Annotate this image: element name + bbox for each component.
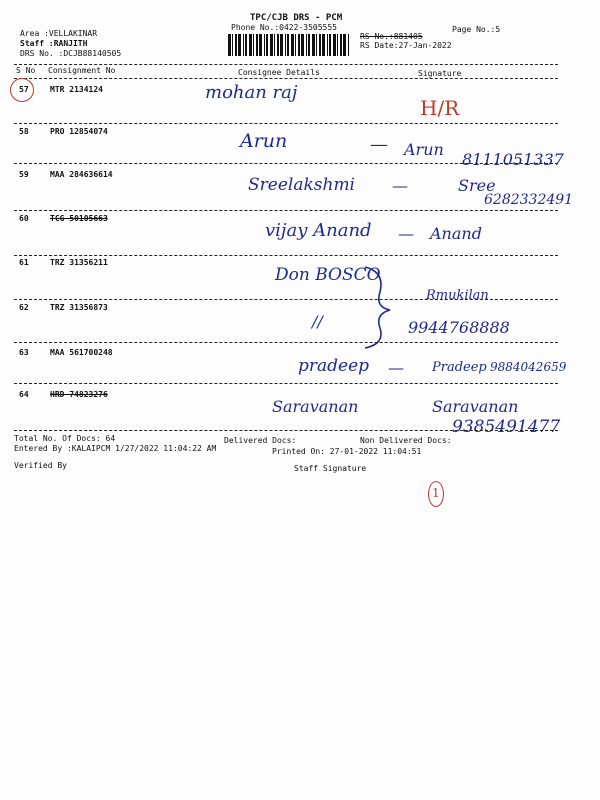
consignee-name: mohan raj: [205, 82, 298, 103]
non-delivered-docs: Non Delivered Docs:: [360, 436, 452, 445]
staff-label: Staff :RANJITH: [20, 39, 88, 48]
delivered-docs: Delivered Docs:: [224, 436, 297, 445]
phone-handwritten: 9385491477: [452, 417, 561, 437]
row-sno: 57: [19, 85, 29, 94]
divider: [14, 430, 558, 431]
row-sno: 58: [19, 127, 29, 136]
row-sno: 60: [19, 214, 29, 223]
phone-number: Phone No.:0422-3505555: [231, 23, 337, 32]
consignee-name: Arun: [240, 130, 288, 152]
row-consignment: MTR 2134124: [50, 85, 103, 94]
consignee-name: Saravanan: [272, 397, 359, 416]
col-signature: Signature: [418, 69, 462, 78]
dash-mark: —: [388, 358, 404, 377]
consignee-name: pradeep: [298, 356, 370, 376]
phone-handwritten: 9944768888: [408, 318, 510, 337]
barcode: [228, 34, 352, 56]
divider: [14, 163, 558, 164]
drs-number: DRS No. :DCJB88140505: [20, 49, 122, 58]
rs-date: RS Date:27-Jan-2022: [360, 41, 452, 50]
printed-on: Printed On: 27-01-2022 11:04:51: [272, 447, 422, 456]
verified-by: Verified By: [14, 461, 67, 470]
entered-by: Entered By :KALAIPCM 1/27/2022 11:04:22 AM: [14, 444, 217, 453]
row-sno: 61: [19, 258, 29, 267]
total-docs: Total No. Of Docs: 64: [14, 434, 116, 443]
row-consignment: TRZ 31356211: [50, 258, 108, 267]
divider: [14, 78, 558, 79]
col-consignee-details: Consignee Details: [238, 68, 320, 77]
divider: [14, 342, 558, 343]
signature: Pradeep: [432, 360, 487, 375]
row-sno: 62: [19, 303, 29, 312]
signature: H/R: [420, 96, 460, 120]
divider: [14, 383, 558, 384]
divider: [14, 123, 558, 124]
signature: Anand: [430, 224, 482, 243]
row-consignment: PRO 12854074: [50, 127, 108, 136]
document-title: TPC/CJB DRS - PCM: [250, 13, 343, 23]
circled-number: 1: [432, 486, 440, 500]
row-consignment: MAA 561700248: [50, 348, 113, 357]
row-consignment: TRZ 31356873: [50, 303, 108, 312]
signature: Arun: [404, 140, 444, 159]
consignee-name: vijay Anand: [265, 220, 372, 241]
divider: [14, 210, 558, 211]
page-number: Page No.:5: [452, 25, 501, 34]
phone-handwritten: 9884042659: [490, 360, 567, 374]
consignee-name: Sreelakshmi: [248, 175, 355, 195]
row-sno: 63: [19, 348, 29, 357]
col-consignment: Consignment No: [48, 66, 116, 75]
divider: [14, 64, 558, 65]
row-consignment: HRD 74823276: [50, 390, 108, 399]
signature: Rmukilan: [426, 288, 489, 303]
dash-mark: —: [392, 176, 408, 195]
brace-mark: [360, 262, 400, 352]
signature: Sree: [458, 176, 496, 195]
divider: [14, 255, 558, 256]
signature: Saravanan: [432, 397, 519, 416]
consignee-name: Don BOSCO: [275, 265, 381, 285]
phone-handwritten: 6282332491: [484, 192, 574, 208]
rs-number: RS No.:881405: [360, 32, 423, 41]
area-label: Area :VELLAKINAR: [20, 29, 98, 38]
consignee-name: //: [312, 312, 323, 331]
dash-mark: —: [370, 134, 388, 155]
row-consignment: MAA 284636614: [50, 170, 113, 179]
row-sno: 64: [19, 390, 29, 399]
row-sno: 59: [19, 170, 29, 179]
staff-signature: Staff Signature: [294, 464, 367, 473]
dash-mark: —: [398, 224, 414, 243]
phone-handwritten: 8111051337: [462, 150, 564, 169]
col-sno: S No: [16, 66, 36, 75]
row-consignment: TCG 50105663: [50, 214, 108, 223]
